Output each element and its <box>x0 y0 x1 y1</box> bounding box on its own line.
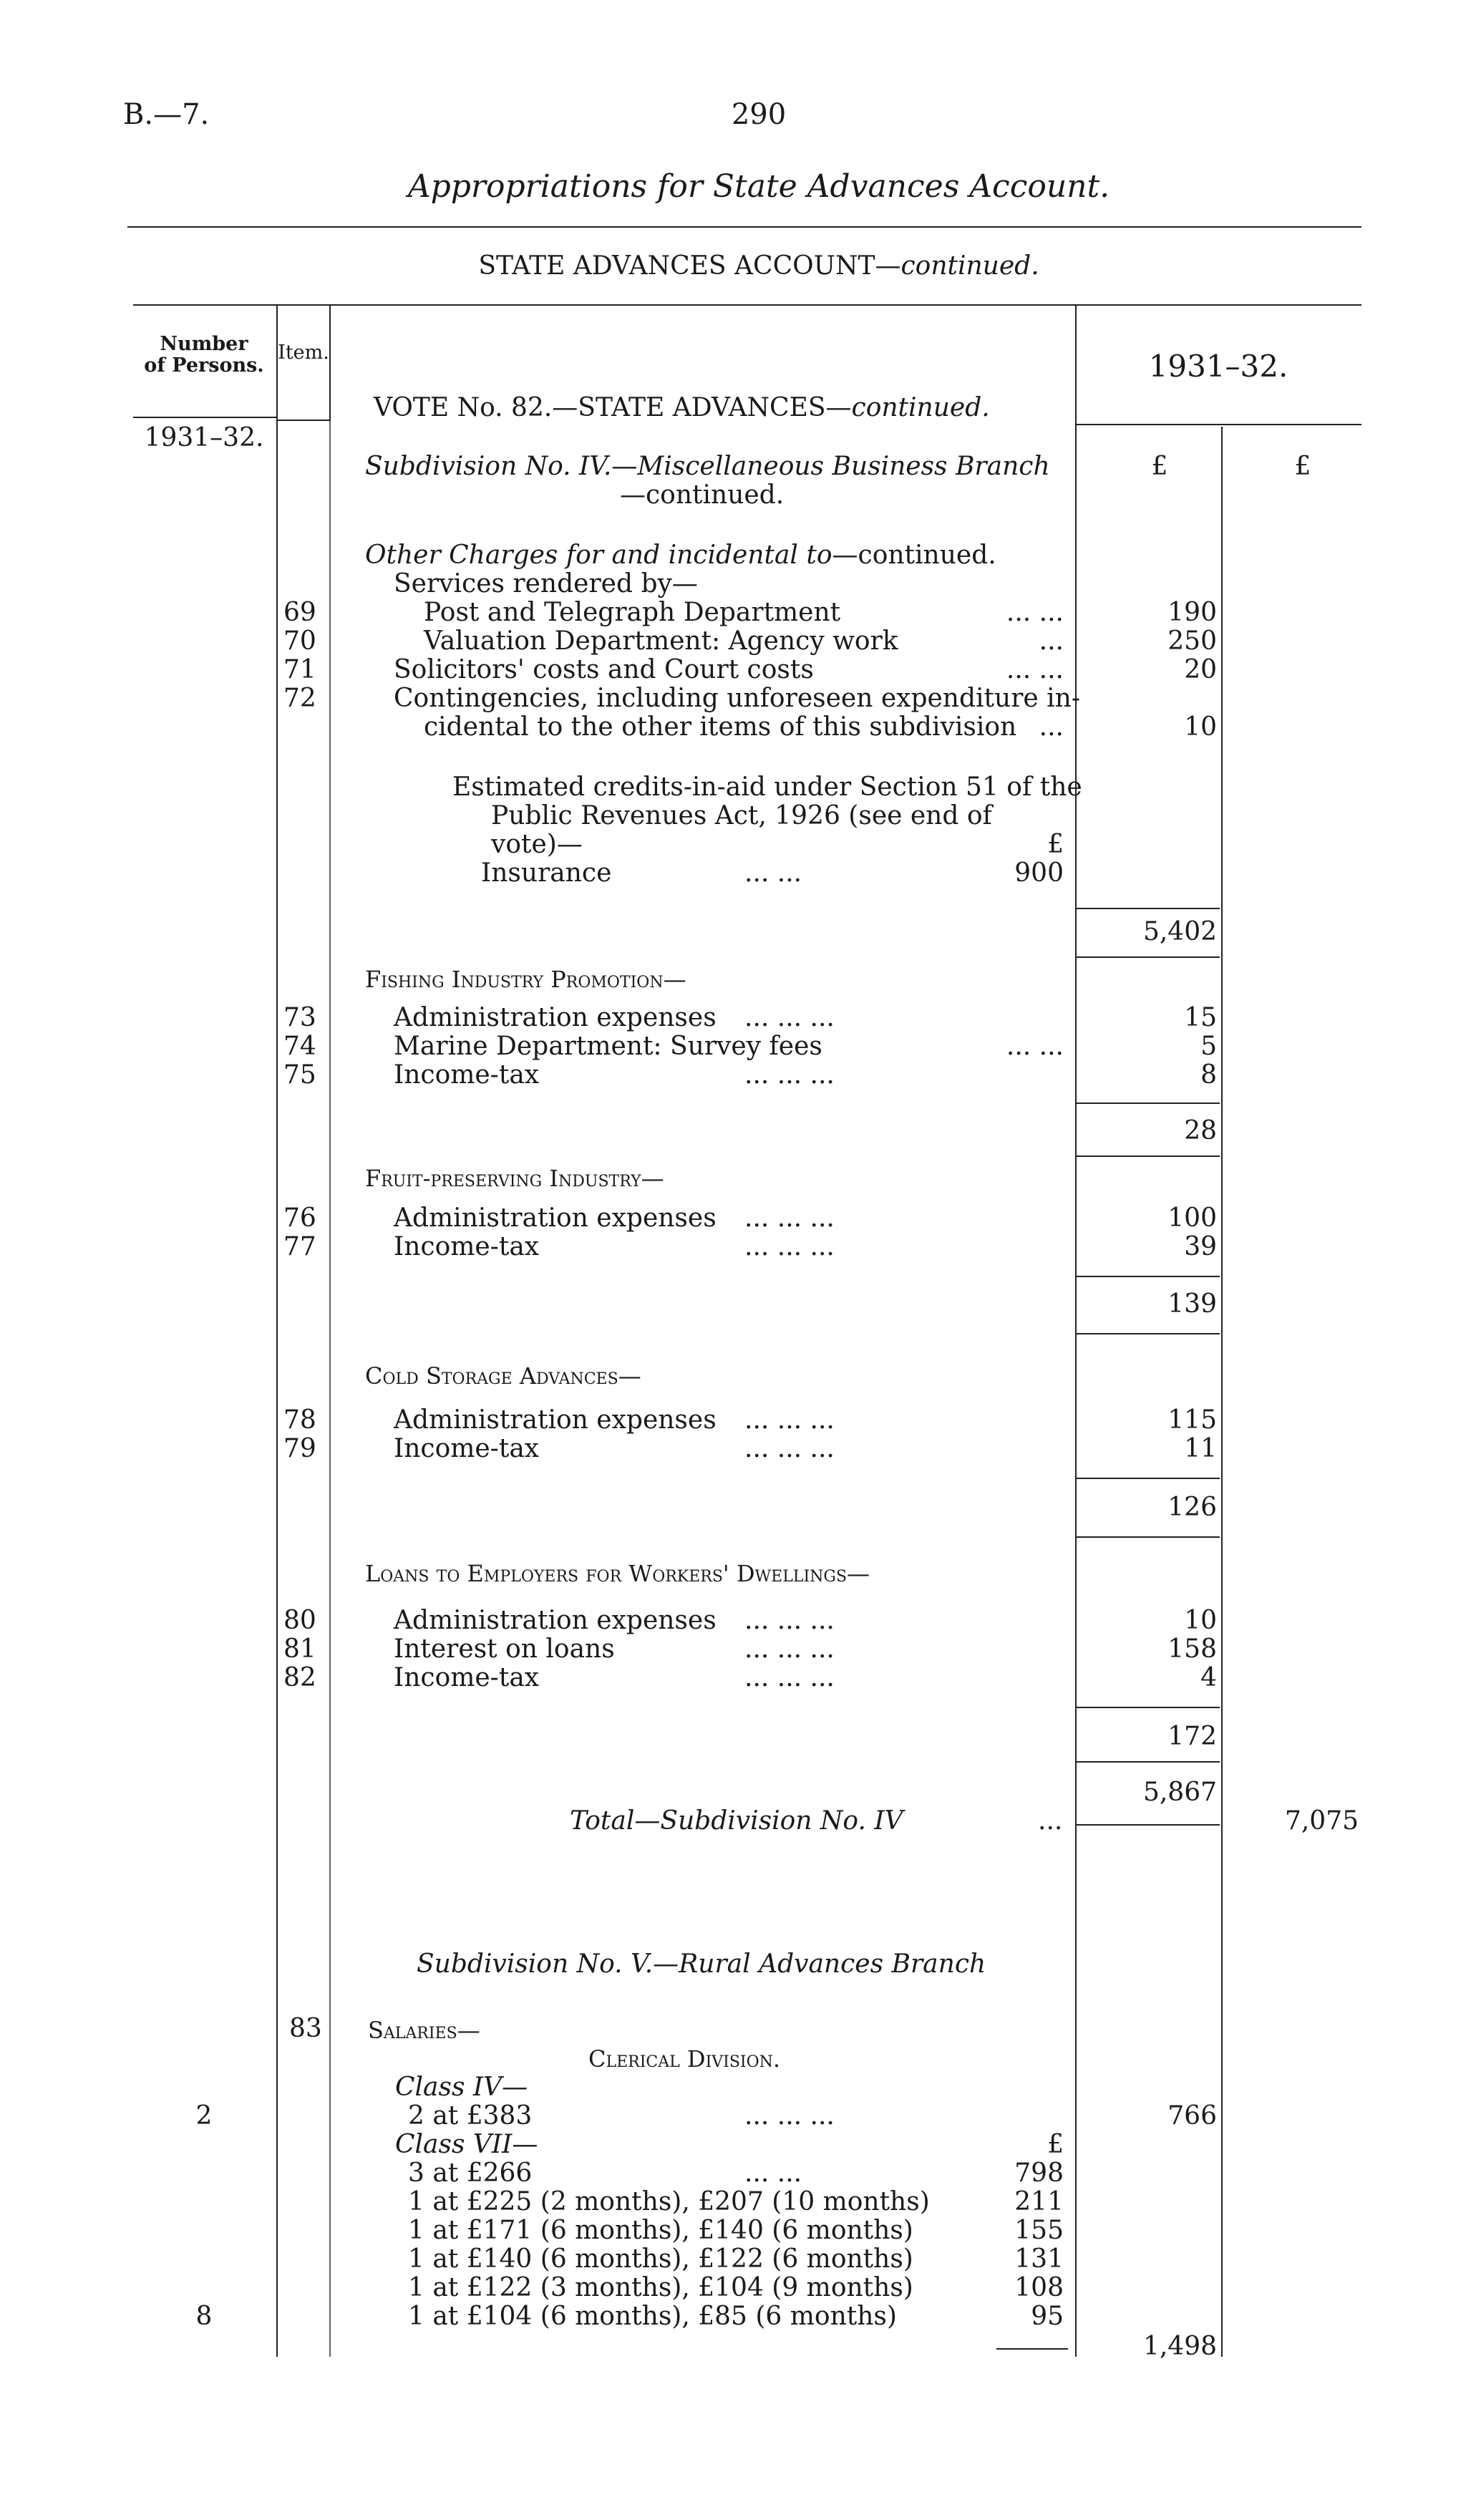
subdivision-iv-total-rule <box>1077 1824 1220 1826</box>
item-header: Item. <box>278 341 329 364</box>
section-total: 139 <box>1167 1289 1217 1319</box>
row-dots: ... ... ... <box>744 1060 835 1090</box>
row-dots: ... ... ... <box>744 1634 835 1664</box>
section-total-bottom-rule <box>1077 1155 1220 1157</box>
persons-header-line1: Number <box>160 333 248 355</box>
item-number: 81 <box>283 1634 316 1664</box>
section-total-rule <box>1077 1102 1220 1104</box>
class-vii-currency: £ <box>1047 2130 1064 2159</box>
row-dots: ... ... ... <box>744 1203 835 1233</box>
class-vii-total: 1,498 <box>1142 2332 1217 2361</box>
vote-heading-main: VOTE No. 82.—STATE ADVANCES— <box>374 393 852 422</box>
class-iv-amount: 766 <box>1167 2101 1217 2131</box>
other-charges-continued: —continued. <box>832 541 996 570</box>
item-number: 77 <box>283 1232 316 1261</box>
item-number: 80 <box>283 1606 316 1635</box>
section-total-bottom-rule <box>1077 1536 1220 1538</box>
item-number: 69 <box>283 598 316 627</box>
class-vii-heading: Class VII— <box>395 2130 538 2159</box>
amount-column-rule <box>1075 305 1077 2357</box>
row-dots: ... ... ... <box>744 1405 835 1435</box>
class-iv-dots: ... ... ... <box>744 2101 835 2131</box>
row-label: cidental to the other items of this subdivision <box>424 712 1017 742</box>
section-total-bottom-rule <box>1077 1333 1220 1334</box>
year-header: 1931–32. <box>1148 349 1288 384</box>
item-number: 73 <box>283 1003 316 1032</box>
section-heading <box>365 1362 641 1395</box>
row-dots: ... ... ... <box>744 1434 835 1463</box>
class-vii-row: 1 at £225 (2 months), £207 (10 months) <box>408 2187 930 2216</box>
salaries-heading <box>368 2016 480 2049</box>
persons-header-line2: of Persons. <box>144 354 264 377</box>
row-label: Contingencies, including unforeseen expenditure in- <box>394 684 1081 713</box>
class-vii-amount: 108 <box>1014 2273 1064 2302</box>
subtitle-main: STATE ADVANCES ACCOUNT— <box>478 251 901 281</box>
section-total-bottom-rule <box>1077 1761 1220 1763</box>
subtotal-bottom-rule <box>1077 956 1220 958</box>
credits-currency: £ <box>1047 830 1064 859</box>
row-dots: ... ... ... <box>744 1606 835 1635</box>
row-amount: 20 <box>1184 655 1217 684</box>
services-heading: Services rendered by— <box>394 569 698 598</box>
section-heading-text: Fishing Industry Promotion— <box>365 966 686 993</box>
persons-header-rule <box>133 417 276 418</box>
year-header-rule <box>1075 424 1361 425</box>
class-vii-amount: 95 <box>1031 2302 1064 2331</box>
item-number: 79 <box>283 1434 316 1463</box>
row-label: Administration expenses <box>394 1606 717 1635</box>
row-label: Marine Department: Survey fees <box>394 1032 822 1061</box>
document-reference: B.—7. <box>123 98 210 131</box>
class-vii-row: 1 at £140 (6 months), £122 (6 months) <box>408 2244 913 2274</box>
section-heading-text: Cold Storage Advances— <box>365 1362 641 1390</box>
item-header-bottom-rule <box>276 420 331 421</box>
section-total: 126 <box>1167 1493 1217 1522</box>
insurance-dots: ... ... <box>744 858 802 888</box>
row-dots: ... ... <box>1006 598 1064 627</box>
row-amount: 4 <box>1200 1663 1217 1692</box>
subdivision-iv-total-dots: ... <box>1038 1806 1063 1836</box>
row-label: Income-tax <box>394 1434 540 1463</box>
class-iv-heading: Class IV— <box>395 2073 528 2102</box>
row-dots: ... <box>1039 626 1064 656</box>
item-column-rule <box>329 420 331 2357</box>
section-heading-text: Fruit-preserving Industry— <box>365 1165 664 1192</box>
item-number: 78 <box>283 1405 316 1435</box>
clerical-heading <box>588 2045 780 2078</box>
subdivision-iv-total-label: Total—Subdivision No. IV <box>570 1806 903 1836</box>
class-vii-amount: 155 <box>1014 2216 1064 2245</box>
row-amount: 5 <box>1200 1032 1217 1061</box>
credits-line: Public Revenues Act, 1926 (see end of <box>491 801 992 830</box>
subdivision-iv-total: 5,867 <box>1142 1778 1217 1807</box>
other-charges-heading <box>365 541 996 570</box>
item-number: 70 <box>283 626 316 656</box>
credits-line: Estimated credits-in-aid under Section 51 of the <box>452 772 1082 802</box>
vote-heading-continued: continued. <box>851 393 990 422</box>
row-amount: 250 <box>1167 626 1217 656</box>
insurance-label: Insurance <box>481 858 612 888</box>
table-top-rule <box>133 304 1361 306</box>
class-vii-total-rule <box>996 2348 1068 2350</box>
other-charges-main: Other Charges for and incidental to <box>365 541 832 570</box>
persons-column-rule <box>276 305 278 2357</box>
item-number: 71 <box>283 655 316 684</box>
row-dots: ... <box>1039 712 1064 742</box>
row-amount: 15 <box>1184 1003 1217 1032</box>
section-total: 172 <box>1167 1722 1217 1751</box>
class-vii-row: 3 at £266 <box>408 2158 533 2188</box>
row-dots: ... ... <box>1006 655 1064 684</box>
row-label: Income-tax <box>394 1663 540 1692</box>
section-total-rule <box>1077 1478 1220 1479</box>
row-amount: 190 <box>1167 598 1217 627</box>
section-heading <box>365 965 686 998</box>
credits-line: vote)— <box>491 830 583 859</box>
item-number: 83 <box>289 2014 322 2043</box>
class-vii-amount: 798 <box>1014 2158 1064 2188</box>
row-dots: ... ... <box>1006 1032 1064 1061</box>
subtotal-amount: 5,402 <box>1142 917 1217 946</box>
subtitle-continued: continued. <box>900 251 1039 281</box>
row-amount: 115 <box>1167 1405 1217 1435</box>
subtotal-rule <box>1077 908 1220 909</box>
year-subcolumn-rule <box>1221 427 1223 2357</box>
row-amount: 158 <box>1167 1634 1217 1664</box>
page-title: Appropriations for State Advances Account. <box>407 168 1110 205</box>
section-heading <box>365 1559 870 1592</box>
insurance-amount: 900 <box>1014 858 1064 888</box>
row-label: Solicitors' costs and Court costs <box>394 655 814 684</box>
persons-count: 2 <box>195 2101 213 2131</box>
row-label: Income-tax <box>394 1060 540 1090</box>
class-vii-row: 1 at £104 (6 months), £85 (6 months) <box>408 2302 897 2331</box>
row-amount: 10 <box>1184 1606 1217 1635</box>
salaries-heading-text: Salaries— <box>368 2017 480 2044</box>
section-total: 28 <box>1184 1116 1217 1145</box>
row-label: Administration expenses <box>394 1003 717 1032</box>
account-subtitle <box>286 252 1231 281</box>
row-amount: 11 <box>1184 1434 1217 1463</box>
row-dots: ... ... ... <box>744 1232 835 1261</box>
item-number: 76 <box>283 1203 316 1233</box>
subdivision-iv-title: Subdivision No. IV.—Miscellaneous Business Branch <box>365 452 1050 481</box>
section-heading <box>365 1164 664 1197</box>
subdivision-iv-continued: —continued. <box>620 480 785 510</box>
class-vii-amount: 131 <box>1014 2244 1064 2274</box>
row-label: Interest on loans <box>394 1634 615 1664</box>
row-label: Administration expenses <box>394 1405 717 1435</box>
row-label: Administration expenses <box>394 1203 717 1233</box>
section-total-rule <box>1077 1707 1220 1708</box>
class-vii-row: 1 at £122 (3 months), £104 (9 months) <box>408 2273 913 2302</box>
clerical-heading-text: Clerical Division. <box>588 2045 781 2073</box>
page-number: 290 <box>731 98 787 131</box>
currency-left: £ <box>1151 452 1168 481</box>
persons-count: 8 <box>195 2302 213 2331</box>
row-amount: 39 <box>1184 1232 1217 1261</box>
row-amount: 100 <box>1167 1203 1217 1233</box>
row-label: Post and Telegraph Department <box>424 598 841 627</box>
row-amount: 10 <box>1184 712 1217 742</box>
class-vii-dots: ... ... <box>744 2158 802 2188</box>
persons-year: 1931–32. <box>144 423 264 452</box>
vote-heading <box>374 394 990 422</box>
item-number: 82 <box>283 1663 316 1692</box>
item-number: 74 <box>283 1032 316 1061</box>
item-number: 72 <box>283 684 316 713</box>
subdivision-v-title: Subdivision No. V.—Rural Advances Branch <box>417 1949 986 1979</box>
class-iv-row: 2 at £383 <box>408 2101 533 2131</box>
row-label: Valuation Department: Agency work <box>424 626 898 656</box>
item-header-rule <box>329 305 331 420</box>
class-vii-amount: 211 <box>1014 2187 1064 2216</box>
row-amount: 8 <box>1200 1060 1217 1090</box>
title-rule <box>127 226 1361 228</box>
section-total-rule <box>1077 1276 1220 1277</box>
item-number: 75 <box>283 1060 316 1090</box>
row-dots: ... ... ... <box>744 1003 835 1032</box>
currency-right: £ <box>1294 452 1311 481</box>
subdivision-iv-grand-total: 7,075 <box>1284 1806 1359 1836</box>
row-dots: ... ... ... <box>744 1663 835 1692</box>
section-heading-text: Loans to Employers for Workers' Dwellings— <box>365 1560 870 1587</box>
row-label: Income-tax <box>394 1232 540 1261</box>
class-vii-row: 1 at £171 (6 months), £140 (6 months) <box>408 2216 913 2245</box>
